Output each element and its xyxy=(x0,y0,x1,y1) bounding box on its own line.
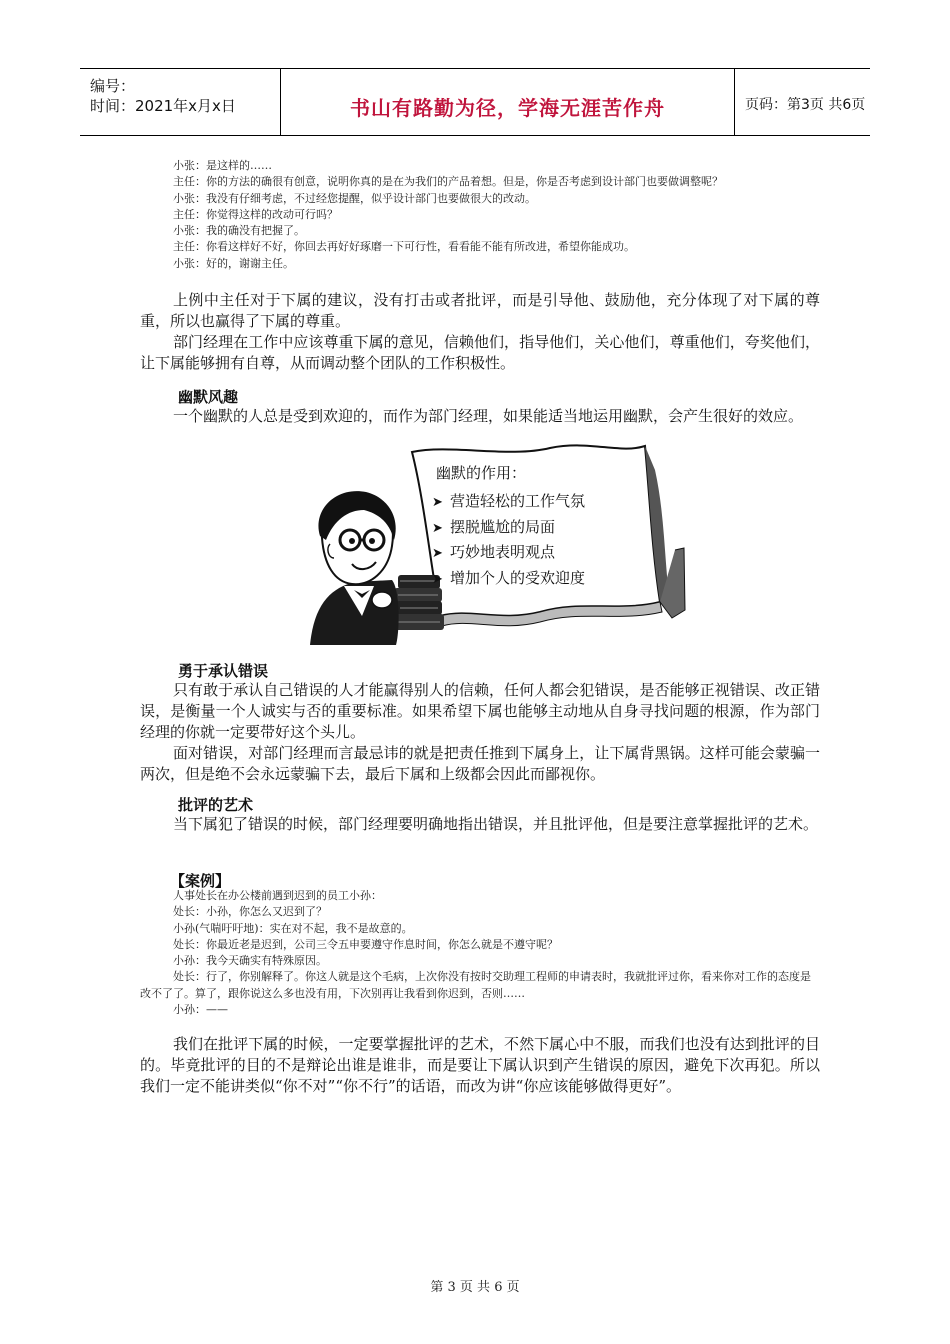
page-footer: 第 3 页 共 6 页 xyxy=(430,1280,520,1295)
case-label: 【案例】 xyxy=(170,872,231,890)
body-paragraph: 面对错误，对部门经理而言最忌讳的就是把责任推到下属身上，让下属背黑锅。这样可能会蒙骗一两次，但是绝不会永远蒙骗下去，最后下属和上级都会因此而鄙视你。 xyxy=(140,744,820,783)
dialog-line: 人事处长在办公楼前遇到迟到的员工小孙： xyxy=(173,889,382,902)
humor-section xyxy=(140,406,820,427)
document-code-label: 编号： xyxy=(90,77,136,95)
arrow-bullet-icon: ➤ xyxy=(432,520,443,536)
header-page-number: 页码：第3页 共6页 xyxy=(745,97,866,113)
header-motto-cell xyxy=(280,69,735,135)
section-heading-admit-mistakes: 勇于承认错误 xyxy=(178,662,269,680)
dialog-line: 小孙：—— xyxy=(173,1003,228,1017)
body-paragraph: 我们在批评下属的时候，一定要掌握批评的艺术，不然下属心中不服，而我们也没有达到批评的目的。毕竟批评的目的不是辩论出谁是谁非，而是要让下属认识到产生错误的原因，避免下次再犯。所以我们一定不能讲类似“你不对”“你不行”的话语，而改为讲“你应该能够做得更好”。 xyxy=(140,1035,820,1095)
humor-illustration xyxy=(300,440,690,650)
humor-benefits-card xyxy=(432,462,642,591)
body-paragraph: 一个幽默的人总是受到欢迎的，而作为部门经理，如果能适当地运用幽默，会产生很好的效应。 xyxy=(173,407,804,425)
card-title: 幽默的作用： xyxy=(436,464,527,482)
benefit-item xyxy=(432,540,642,566)
page-header xyxy=(80,68,870,136)
dialog-line: 处长：你最近老是迟到，公司三令五申要遵守作息时间，你怎么就是不遵守呢？ xyxy=(173,937,558,951)
header-page-cell xyxy=(735,69,870,135)
dialog-line: 小张：好的，谢谢主任。 xyxy=(173,256,294,270)
dialog-line: 主任：你看这样好不好，你回去再好好琢磨一下可行性，看看能不能有所改进，希望你能成功。 xyxy=(173,240,635,254)
arrow-bullet-icon: ➤ xyxy=(432,571,443,587)
dialog-line: 小孙(气喘吁吁地)：实在对不起，我不是故意的。 xyxy=(173,921,413,935)
arrow-bullet-icon: ➤ xyxy=(432,495,443,510)
dialog-line: 小张：我的确没有把握了。 xyxy=(173,224,305,238)
dialog-line: 主任：你的方法的确很有创意，说明你真的是在为我们的产品着想。但是，你是否考虑到设计部门也要做调整呢？ xyxy=(173,175,723,189)
body-paragraph: 上例中主任对于下属的建议，没有打击或者批评，而是引导他、鼓励他，充分体现了对下属的尊重，所以也赢得了下属的尊重。 xyxy=(140,291,820,330)
dialog-line: 处长：小孙，你怎么又迟到了？ xyxy=(173,905,327,919)
dialog-line: 小张：我没有仔细考虑，不过经您提醒，似乎设计部门也要做很大的改动。 xyxy=(173,191,536,205)
header-motto: 书山有路勤为径，学海无涯苦作舟 xyxy=(350,96,665,120)
body-paragraph: 部门经理在工作中应该尊重下属的意见，信赖他们，指导他们，关心他们，尊重他们，夸奖他们，让下属能够拥有自尊，从而调动整个团队的工作积极性。 xyxy=(140,333,820,372)
benefit-text: 增加个人的受欢迎度 xyxy=(450,568,586,587)
dialog-xiaozhang xyxy=(140,158,820,272)
respect-section xyxy=(140,290,820,374)
benefit-text: 营造轻松的工作气氛 xyxy=(450,492,586,510)
header-meta-cell xyxy=(80,69,280,135)
body-paragraph: 只有敢于承认自己错误的人才能赢得别人的信赖，任何人都会犯错误，是否能够正视错误、改正错误，是衡量一个人诚实与否的重要标准。如果希望下属也能够主动地从自身寻找问题的根源，作为部门经理的你就一定要带好这个头儿。 xyxy=(140,681,820,741)
benefit-item xyxy=(432,515,642,541)
benefit-text: 摆脱尴尬的局面 xyxy=(450,517,556,536)
closing-section xyxy=(140,1034,820,1097)
benefit-item xyxy=(432,566,642,592)
critique-section xyxy=(140,814,820,835)
body-paragraph: 当下属犯了错误的时候，部门经理要明确地指出错误，并且批评他，但是要注意掌握批评的艺术。 xyxy=(173,815,819,833)
document-date-label: 时间：2021年x月x日 xyxy=(90,97,236,115)
case-dialog xyxy=(140,888,820,1018)
section-heading-critique: 批评的艺术 xyxy=(178,796,254,814)
benefit-text: 巧妙地表明观点 xyxy=(450,543,556,561)
arrow-bullet-icon: ➤ xyxy=(432,546,443,561)
benefit-item xyxy=(432,489,642,515)
section-heading-humor: 幽默风趣 xyxy=(178,388,239,406)
dialog-line: 处长：行了，你别解释了。你这人就是这个毛病，上次你没有按时交助理工程师的申请表时，我就批评过你，看来你对工作的态度是改不了了。算了，跟你说这么多也没有用，下次别再让我看到你迟到，否则…… xyxy=(140,970,811,1000)
dialog-line: 小张：是这样的…… xyxy=(173,159,272,172)
admit-section xyxy=(140,680,820,785)
dialog-line: 小孙：我今天确实有特殊原因。 xyxy=(173,954,327,968)
dialog-line: 主任：你觉得这样的改动可行吗？ xyxy=(173,207,338,221)
